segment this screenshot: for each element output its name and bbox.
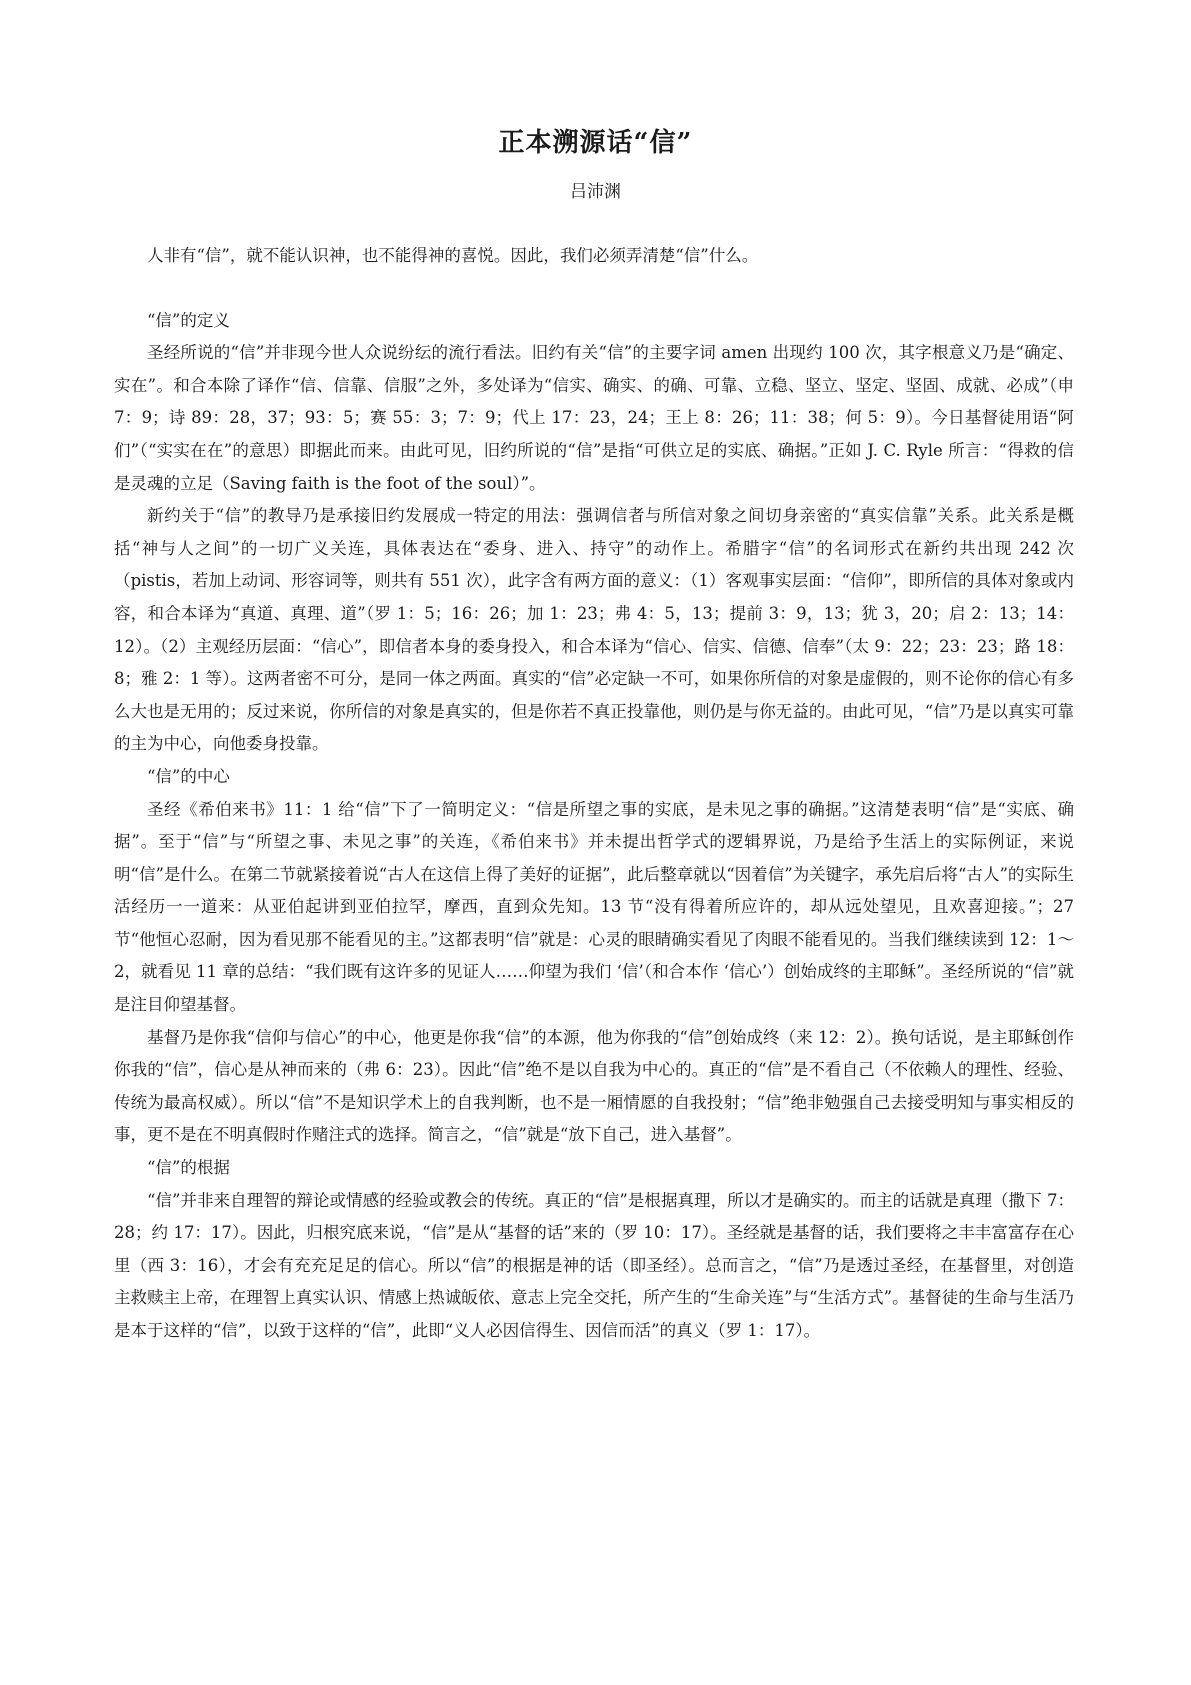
document-title: 正本溯源话“信” xyxy=(498,128,693,158)
section-heading-center: “信”的中心 xyxy=(147,766,230,786)
paragraph: “信”并非来自理智的辩论或情感的经验或教会的传统。真正的“信”是根据真理，所以才是确实的。而主的话就是真理（撒下 7：28；约 17：17）。因此，归根究底来说，“信”是从“基督的话”来的（罗 10：17）。圣经就是基督的话，我们要将之丰丰富富存在心里（西 3：16），才会有充充足足的信心。所以“信”的根据是神的话（即圣经）。总而言之，“信”乃是透过圣经，在基督里，对创造主救赎主上帝，在理智上真实认识、情感上热诚皈依、意志上完全交托，所产生的“生命关连”与“生活方式”。基督徒的生命与生活乃是本于这样的“信”，以致于这样的“信”，此即“义人必因信得生、因信而活”的真义（罗 1：17）。 xyxy=(114,1190,1074,1340)
paragraph: 新约关于“信”的教导乃是承接旧约发展成一特定的用法：强调信者与所信对象之间切身亲密的“真实信靠”关系。此关系是概括“神与人之间”的一切广义关连，具体表达在“委身、进入、持守”的动作上。希腊字“信”的名词形式在新约共出现 242 次（pistis，若加上动词、形容词等，则共有 551 次），此字含有两方面的意义：（1）客观事实层面：“信仰”，即所信的具体对象或内容，和合本译为“真道、真理、道”（罗 1：5；16：26；加 1：23；弗 4：5，13；提前 3：9，13；犹 3，20；启 2：13；14：12）。（2）主观经历层面：“信心”，即信者本身的委身投入，和合本译为“信心、信实、信德、信奉”（太 9：22；23：23；路 18：8；雅 2：1 等）。这两者密不可分，是同一体之两面。真实的“信”必定缺一不可，如果你所信的对象是虚假的，则不论你的信心有多么大也是无用的；反过来说，你所信的对象是真实的，但是你若不真正投靠他，则仍是与你无益的。由此可见，“信”乃是以真实可靠的主为中心，向他委身投靠。 xyxy=(114,506,1074,754)
author-name: 吕沛渊 xyxy=(570,182,621,202)
paragraph: 圣经所说的“信”并非现今世人众说纷纭的流行看法。旧约有关“信”的主要字词 amen 出现约 100 次，其字根意义乃是“确定、实在”。和合本除了译作“信、信靠、信服”之外，多处译为“信实、确实、的确、可靠、立稳、坚立、坚定、坚固、成就、必成”（申 7：9；诗 89：28，37；93：5；赛 55：3；7：9；代上 17：23，24；王上 8：26；11：38；何 5：9）。今日基督徒用语“阿们”（“实实在在”的意思）即据此而来。由此可见，旧约所说的“信”是指“可供立足的实底、确据。”正如 J. C. Ryle 所言：“得救的信是灵魂的立足（Saving faith is the foot of the soul）”。 xyxy=(114,343,1074,493)
section-heading-basis: “信”的根据 xyxy=(147,1158,230,1178)
paragraph: 基督乃是你我“信仰与信心”的中心，他更是你我“信”的本源，他为你我的“信”创始成终（来 12：2）。换句话说，是主耶稣创作你我的“信”，信心是从神而来的（弗 6：23）。因此“信”绝不是以自我为中心的。真正的“信”是不看自己（不依赖人的理性、经验、传统为最高权威）。所以“信”不是知识学术上的自我判断，也不是一厢情愿的自我投射；“信”绝非勉强自己去接受明知与事实相反的事，更不是在不明真假时作赌注式的选择。简言之，“信”就是“放下自己，进入基督”。 xyxy=(114,1027,1074,1145)
intro-paragraph: 人非有“信”，就不能认识神，也不能得神的喜悦。因此，我们必须弄清楚“信”什么。 xyxy=(147,246,759,265)
section-heading-definition: “信”的定义 xyxy=(147,310,230,330)
article-body xyxy=(114,240,1074,1348)
paragraph: 圣经《希伯来书》11：1 给“信”下了一简明定义：“信是所望之事的实底，是未见之事的确据。”这清楚表明“信”是“实底、确据”。至于“信”与“所望之事、未见之事”的关连，《希伯来书》并未提出哲学式的逻辑界说，乃是给予生活上的实际例证，来说明“信”是什么。在第二节就紧接着说“古人在这信上得了美好的证据”，此后整章就以“因着信”为关键字，承先启后将“古人”的实际生活经历一一道来：从亚伯起讲到亚伯拉罕，摩西，直到众先知。13 节“没有得着所应许的，却从远处望见，且欢喜迎接。”；27 节“他恒心忍耐，因为看见那不能看见的主。”这都表明“信”就是：心灵的眼睛确实看见了肉眼不能看见的。当我们继续读到 12：1～2，就看见 11 章的总结：“我们既有这许多的见证人……仰望为我们 ‘信’（和合本作 ‘信心’）创始成终的主耶稣”。圣经所说的“信”就是注目仰望基督。 xyxy=(114,799,1074,1015)
